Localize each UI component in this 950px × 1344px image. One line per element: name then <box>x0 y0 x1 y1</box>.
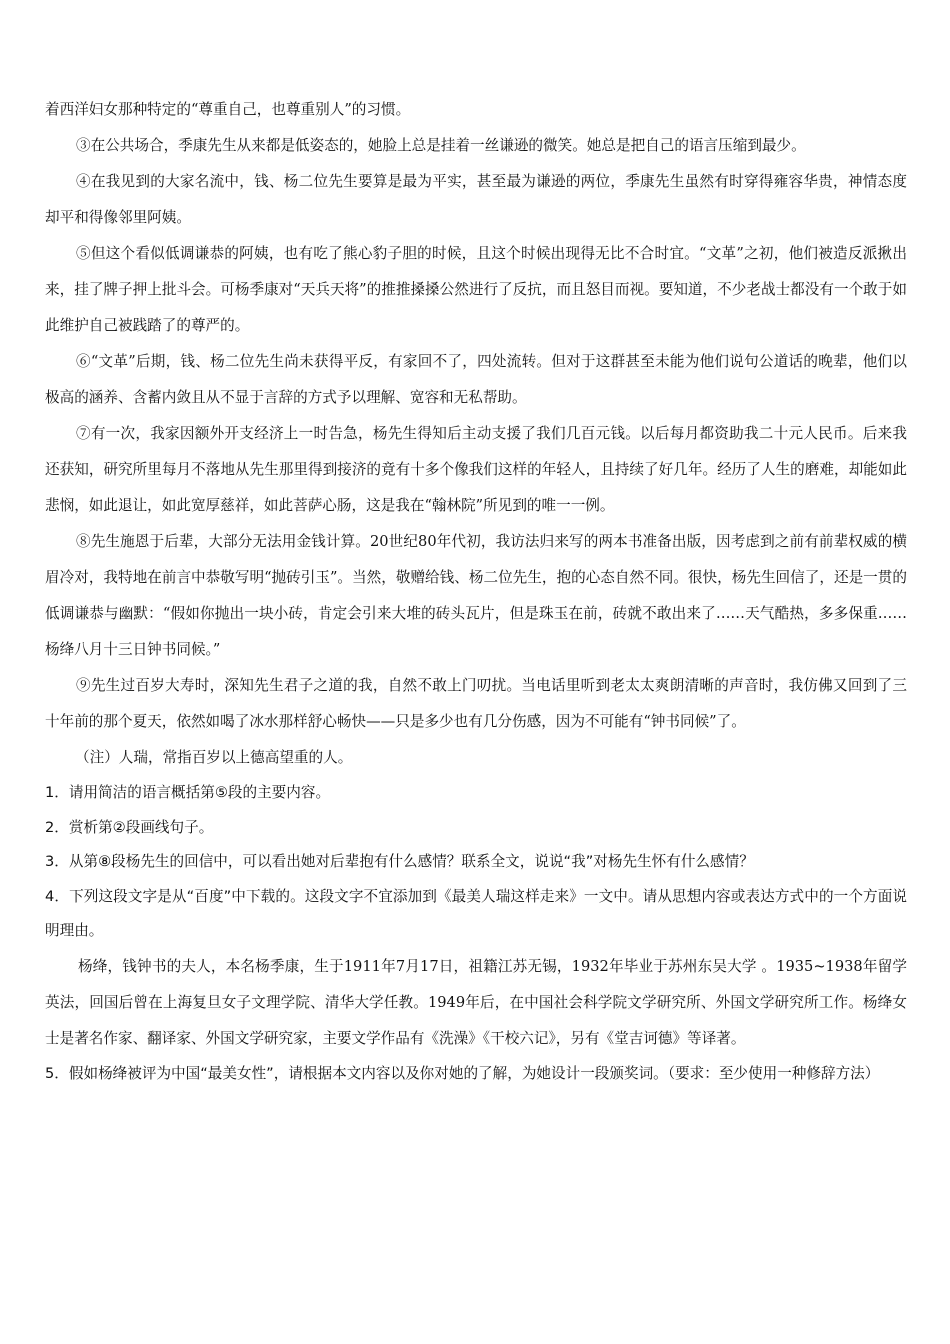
question-1: 1．请用简洁的语言概括第⑤段的主要内容。 <box>45 784 331 801</box>
paragraph-7: ⑦有一次，我家因额外开支经济上一时告急，杨先生得知后主动支援了我们几百元钱。以后每月都资助我二十元人民币。后来我还获知，研究所里每月不落地从先生那里得到接济的竟有十多个像我们这样的年轻人，且持续了好几年。经历了人生的磨难，却能如此悲悯，如此退让，如此宽厚慈祥，如此菩萨心肠，这是我在“翰林院”所见到的唯一一例。 <box>45 425 907 514</box>
question-2: 2．赏析第②段画线句子。 <box>45 818 214 836</box>
paragraph-4: ④在我见到的大家名流中，钱、杨二位先生要算是最为平实，甚至最为谦逊的两位，季康先生虽然有时穿得雍容华贵，神情态度却平和得像邻里阿姨。 <box>45 173 907 226</box>
paragraph-3: ③在公共场合，季康先生从来都是低姿态的，她脸上总是挂着一丝谦逊的微笑。她总是把自己的语言压缩到最少。 <box>76 137 806 154</box>
question-4: 4．下列这段文字是从“百度”中下载的。这段文字不宜添加到《最美人瑞这样走来》一文中。请从思想内容或表达方式中的一个方面说明理由。 <box>45 887 907 939</box>
paragraph-5: ⑤但这个看似低调谦恭的阿姨，也有吃了熊心豹子胆的时候，且这个时候出现得无比不合时宜。“文革”之初，他们被造反派揪出来，挂了牌子押上批斗会。可杨季康对“天兵天将”的推推搡搡公然进行了反抗，而且怒目而视。要知道，不少老战士都没有一个敢于如此维护自己被践踏了的尊严的。 <box>45 245 907 334</box>
paragraph-continued: 着西洋妇女那种特定的“尊重自己，也尊重别人”的习惯。 <box>45 101 411 118</box>
document-page <box>45 92 907 1091</box>
question-3: 3．从第⑧段杨先生的回信中，可以看出她对后辈抱有什么感情？联系全文，说说“我”对杨先生怀有什么感情？ <box>45 853 754 870</box>
question-5: 5．假如杨绛被评为中国“最美女性”，请根据本文内容以及你对她的了解，为她设计一段颁奖词。（要求：至少使用一种修辞方法） <box>45 1064 880 1082</box>
footnote: （注）人瑞，常指百岁以上德高望重的人。 <box>75 749 353 766</box>
paragraph-6: ⑥“文革”后期，钱、杨二位先生尚未获得平反，有家回不了，四处流转。但对于这群甚至未能为他们说句公道话的晚辈，他们以极高的涵养、含蓄内敛且从不显于言辞的方式予以理解、宽容和无私帮助。 <box>45 353 907 406</box>
paragraph-8: ⑧先生施恩于后辈，大部分无法用金钱计算。20世纪80年代初，我访法归来写的两本书准备出版，因考虑到之前有前辈权威的横眉冷对，我特地在前言中恭敬写明“抛砖引玉”。当然，敬赠给钱、杨二位先生，抱的心态自然不同。很快，杨先生回信了，还是一贯的低调谦恭与幽默：“假如你抛出一块小砖，肯定会引来大堆的砖头瓦片，但是珠玉在前，砖就不敢出来了……天气酷热，多多保重……杨绛八月十三日钟书同候。” <box>45 533 907 658</box>
paragraph-9: ⑨先生过百岁大寿时，深知先生君子之道的我，自然不敢上门叨扰。当电话里听到老太太爽朗清晰的声音时，我仿佛又回到了三十年前的那个夏天，依然如喝了冰水那样舒心畅快——只是多少也有几分伤感，因为不可能有“钟书同候”了。 <box>45 677 907 730</box>
question-4-quote: 杨绛，钱钟书的夫人，本名杨季康，生于1911年7月17日，祖籍江苏无锡，1932年毕业于苏州东吴大学 。1935~1938年留学英法，回国后曾在上海复旦女子文理学院、清华大学任教。1949年后，在中国社会科学院文学研究所、外国文学研究所工作。杨绛女士是著名作家、翻译家、外国文学研究家，主要文学作品有《洗澡》《干校六记》，另有《堂吉诃德》等译著。 <box>45 957 907 1047</box>
